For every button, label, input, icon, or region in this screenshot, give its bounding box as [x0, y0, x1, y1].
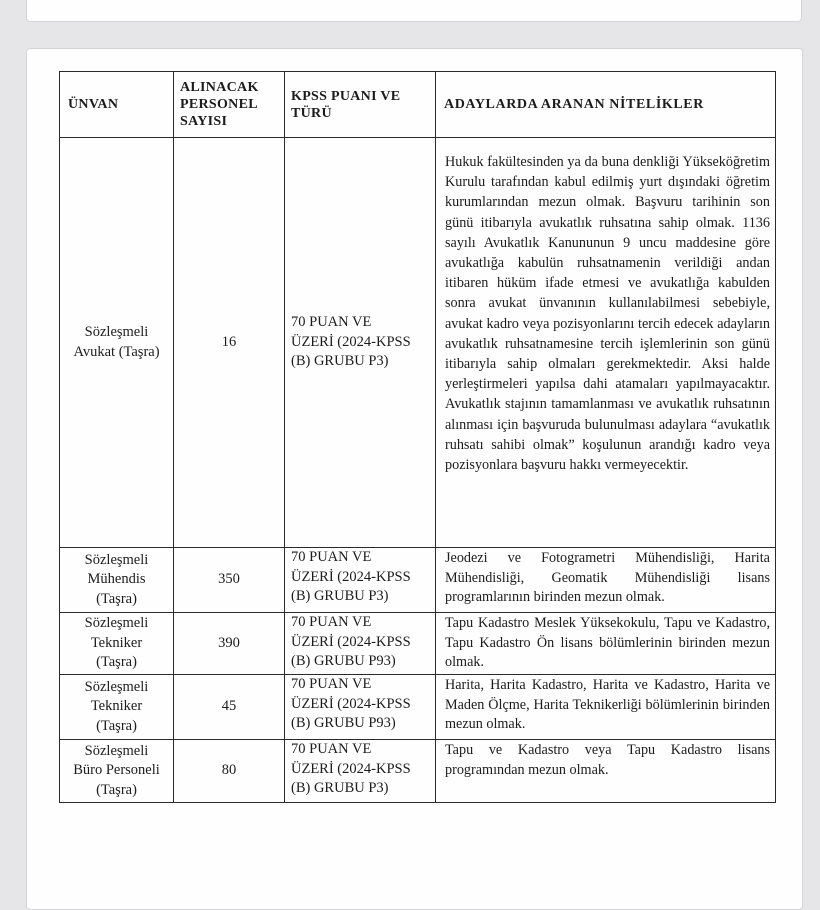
header-kpss-line: KPSS PUANI VE — [291, 88, 401, 104]
kpss-line: (B) GRUBU P3) — [291, 588, 389, 604]
table-header-row — [60, 72, 776, 138]
personnel-count: 45 — [174, 675, 285, 740]
title-line: (Taşra) — [96, 781, 137, 798]
kpss-line: 70 PUAN VE — [291, 741, 372, 757]
header-qualifications: ADAYLARDA ARANAN NİTELİKLER — [436, 72, 776, 138]
table-row — [60, 613, 776, 675]
qualifications-text: Harita, Harita Kadastro, Harita ve Kadastro, Harita ve Maden Ölçme, Harita Teknikerliği bölümlerinin birinden mezun olmak. — [436, 675, 776, 740]
title-line: (Taşra) — [96, 717, 137, 734]
qualifications-text: Tapu ve Kadastro veya Tapu Kadastro lisans programından mezun olmak. — [436, 740, 776, 803]
kpss-line: ÜZERİ (2024-KPSS — [291, 633, 411, 650]
previous-page-card — [26, 0, 802, 22]
table-row — [60, 138, 776, 548]
position-title — [60, 613, 174, 675]
title-line: Tekniker — [90, 634, 143, 651]
header-count-line: ALINACAK — [180, 80, 259, 95]
kpss-line: 70 PUAN VE — [291, 314, 372, 331]
title-line: Sözleşmeli — [84, 742, 149, 759]
position-title — [60, 740, 174, 803]
personnel-count: 16 — [174, 138, 285, 548]
position-title — [60, 548, 174, 613]
personnel-count: 390 — [174, 613, 285, 675]
title-line: Sözleşmeli — [84, 678, 149, 695]
kpss-requirement — [285, 740, 436, 803]
kpss-line: (B) GRUBU P3) — [291, 780, 389, 796]
title-line: Sözleşmeli — [84, 324, 149, 340]
qualifications-text: Tapu Kadastro Meslek Yüksekokulu, Tapu ve Kadastro, Tapu Kadastro Ön lisans bölümlerinin birinden mezun olmak. — [436, 613, 776, 675]
title-line: Sözleşmeli — [84, 551, 149, 568]
table-row — [60, 740, 776, 803]
title-line: Mühendis — [87, 571, 146, 588]
kpss-requirement — [285, 613, 436, 675]
header-personnel-count — [174, 72, 285, 138]
kpss-line: ÜZERİ (2024-KPSS — [291, 568, 411, 585]
kpss-line: ÜZERİ (2024-KPSS — [291, 760, 411, 777]
title-line: (Taşra) — [96, 654, 137, 671]
kpss-requirement — [285, 138, 436, 548]
title-line: Avukat (Taşra) — [73, 343, 160, 360]
title-line: Tekniker — [90, 698, 143, 715]
kpss-requirement — [285, 548, 436, 613]
kpss-line: 70 PUAN VE — [291, 676, 372, 692]
title-line: Büro Personeli — [73, 762, 160, 779]
header-unvan: ÜNVAN — [60, 72, 174, 138]
kpss-line: 70 PUAN VE — [291, 549, 372, 565]
title-line: (Taşra) — [96, 590, 137, 607]
qualifications-text: Hukuk fakültesinden ya da buna denkliği Yükseköğretim Kurulu tarafından kabul edilmiş yurt dışındaki öğretim kurumlarından mezun olmak. Başvuru tarihinin son günü itibarıyla avukatlık ruhsatına sahip olmak. 1136 sayılı Avukatlık Kanununun 9 uncu maddesine göre avukatlığa kabulün ruhsatnamenin verildiği andan itibaren hüküm ifade etmesi ve avukatlığa kabulden sonra avukat ünvanının kullanılabilmesi sebebiyle, avukat kadro veya pozisyonlarını tercih edecek adayların avukatlık ruhsatnamesine tercih işlemlerinin son günü itibarıyla sahip olmaları gerekmektedir. Aksi halde yerleştirmeleri yapılsa dahi atamaları yapılmayacaktır. Avukatlık stajının tamamlanması ve avukatlık ruhsatının alınması için başvuruda bulunulması adaylara “avukatlık ruhsatı sahibi olmak” koşulunun arandığı kadro veya pozisyonlara başvuru hakkı vermeyecektir. — [436, 138, 776, 548]
header-count-line: SAYISI — [180, 114, 228, 129]
position-title — [60, 138, 174, 548]
kpss-line: (B) GRUBU P93) — [291, 715, 396, 731]
kpss-line: ÜZERİ (2024-KPSS — [291, 695, 411, 712]
positions-table — [59, 71, 776, 803]
header-kpss-line: TÜRÜ — [291, 105, 332, 121]
table-row — [60, 675, 776, 740]
header-kpss — [285, 72, 436, 138]
personnel-count: 350 — [174, 548, 285, 613]
qualifications-text: Jeodezi ve Fotogrametri Mühendisliği, Harita Mühendisliği, Geomatik Mühendisliği lisans programlarının birinden mezun olmak. — [436, 548, 776, 613]
header-count-line: PERSONEL — [180, 97, 258, 112]
table-row — [60, 548, 776, 613]
personnel-count: 80 — [174, 740, 285, 803]
position-title — [60, 675, 174, 740]
kpss-line: ÜZERİ (2024-KPSS — [291, 333, 411, 350]
kpss-line: 70 PUAN VE — [291, 614, 372, 630]
kpss-line: (B) GRUBU P3) — [291, 353, 389, 370]
title-line: Sözleşmeli — [84, 615, 149, 632]
kpss-line: (B) GRUBU P93) — [291, 653, 396, 669]
kpss-requirement — [285, 675, 436, 740]
